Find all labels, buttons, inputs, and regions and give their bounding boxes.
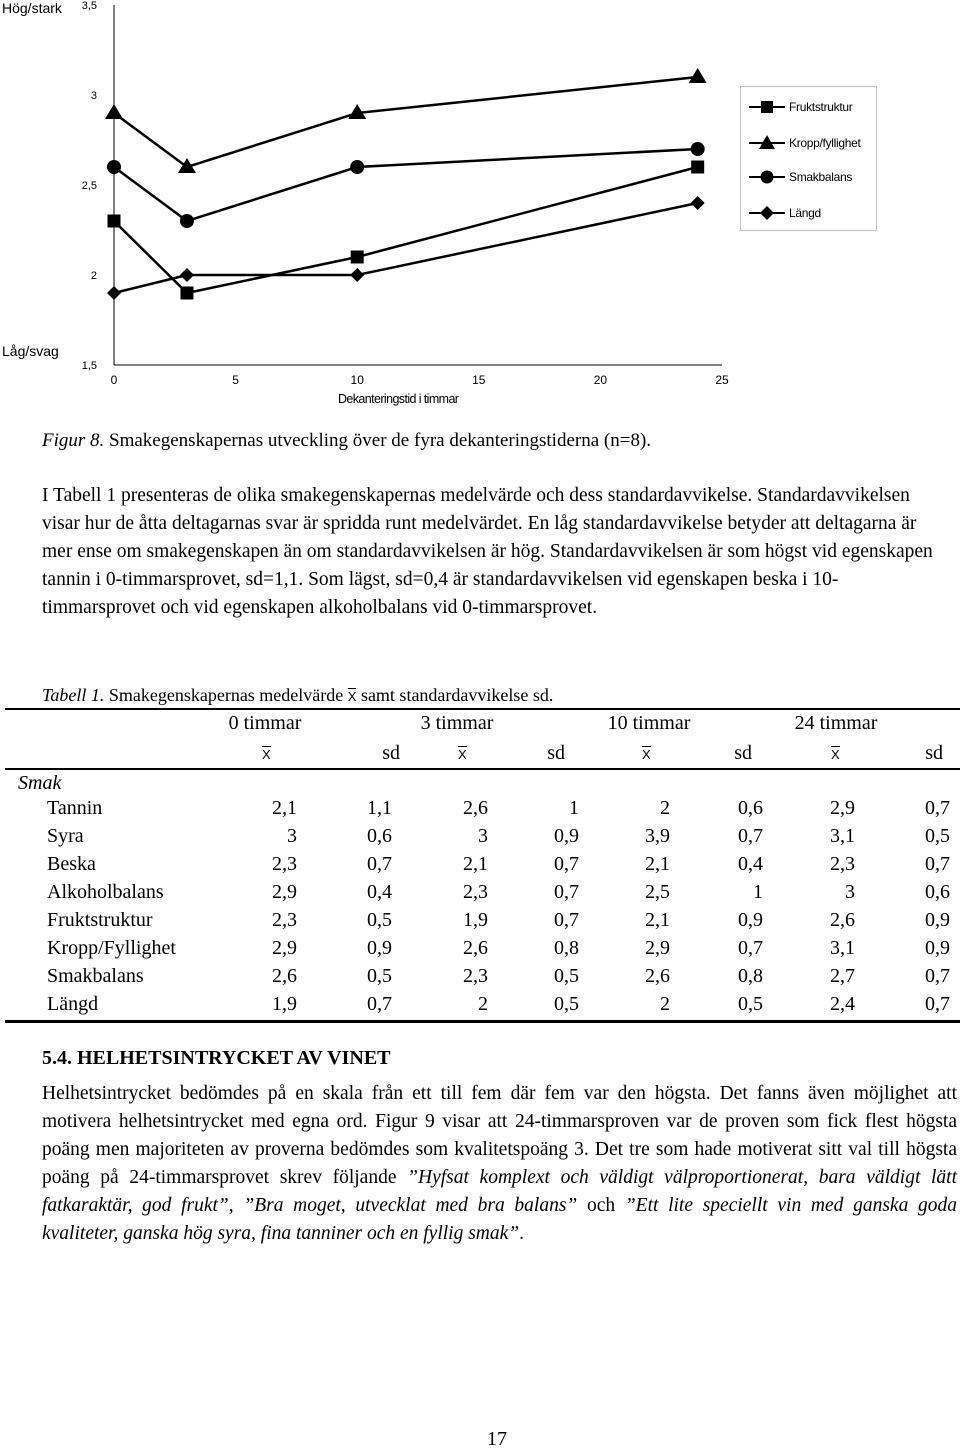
sd-cell: 0,4 (738, 853, 763, 875)
row-label: Tannin (47, 797, 103, 819)
mean-cell: 2,1 (463, 853, 488, 875)
group-header-0h: 0 timmar (228, 712, 302, 734)
sd-cell: 0,7 (925, 965, 950, 987)
table-section-label (18, 772, 61, 795)
row-label: Kropp/Fyllighet (47, 937, 176, 959)
data-point-triangle (689, 68, 707, 83)
sd-cell: 0,9 (738, 909, 763, 931)
x-tick-label: 5 (232, 373, 239, 387)
data-point-circle (691, 142, 705, 156)
mean-cell: 2,6 (463, 797, 488, 819)
table-row (0, 881, 960, 909)
legend-item-smakbalans (747, 167, 875, 187)
group-header-10h: 10 timmar (607, 712, 691, 734)
row-label: Smakbalans (47, 965, 144, 987)
sd-cell: 0,4 (367, 881, 392, 903)
mean-cell: 3 (845, 881, 855, 903)
data-point-circle (107, 160, 121, 174)
mean-symbol: X (831, 747, 840, 762)
y-tick-label: 3 (90, 90, 97, 102)
legend-circle-marker-icon (747, 167, 787, 187)
figure-caption-text: Smakegenskapernas utveckling över de fyra dekanteringstiderna (n=8). (104, 430, 652, 451)
mean-cell: 1,9 (463, 909, 488, 931)
mean-symbol: X (458, 747, 467, 762)
sd-cell: 0,8 (738, 965, 763, 987)
paragraph-end: . (519, 1223, 525, 1244)
table-row (0, 993, 960, 1021)
mean-cell: 2 (478, 993, 488, 1015)
legend-item-fruktstruktur (747, 97, 875, 117)
sd-cell: 0,7 (554, 909, 579, 931)
row-label: Alkoholbalans (47, 881, 164, 903)
sd-cell: 0,7 (925, 853, 950, 875)
sd-cell: 0,5 (554, 965, 579, 987)
sd-header: sd (734, 742, 752, 764)
data-point-square (108, 215, 121, 228)
mean-cell: 2,6 (645, 965, 670, 987)
sd-header: sd (925, 742, 943, 764)
quote-1: ”Hyfsat komplext och väldigt välproportionerat, bara väldigt lätt fatkaraktär, god frukt” (42, 1167, 958, 1216)
mean-cell: 3 (287, 825, 297, 847)
quote-2: ”Bra moget, utvecklat med bra balans” (243, 1195, 578, 1216)
mean-cell: 2,6 (830, 909, 855, 931)
legend-triangle-marker-icon (747, 133, 787, 153)
mean-cell: 2,1 (645, 909, 670, 931)
data-point-circle (180, 214, 194, 228)
table-header-rule (5, 768, 960, 770)
sd-cell: 0,5 (367, 965, 392, 987)
data-point-square (351, 251, 364, 264)
mean-cell: 2,9 (272, 881, 297, 903)
figure-caption-label: Figur 8. (42, 430, 105, 451)
y-tick-label: 2 (90, 270, 97, 282)
separator: och (577, 1195, 625, 1216)
sd-cell: 0,5 (925, 825, 950, 847)
sd-cell: 0,6 (925, 881, 950, 903)
y-tick-label: 2,5 (81, 180, 97, 192)
section-heading: 5.4. HELHETSINTRYCKET AV VINET (42, 1047, 391, 1069)
data-point-diamond (691, 196, 705, 210)
x-tick-label: 10 (350, 373, 364, 387)
mean-cell: 2,6 (463, 937, 488, 959)
mean-cell: 2,1 (272, 797, 297, 819)
table-row (0, 853, 960, 881)
sd-cell: 0,7 (367, 993, 392, 1015)
separator: , (228, 1195, 244, 1216)
figure-caption (42, 430, 651, 452)
y-side-label-top: Hög/stark (2, 0, 62, 16)
mean-cell: 2,3 (463, 881, 488, 903)
mean-cell: 2,4 (830, 993, 855, 1015)
group-header-24h: 24 timmar (794, 712, 878, 734)
legend-label: Kropp/fyllighet (789, 136, 861, 150)
legend-item-langd (747, 203, 875, 223)
legend-label: Fruktstruktur (789, 100, 853, 114)
mean-header (831, 742, 861, 765)
table-row (0, 825, 960, 853)
sd-header: sd (382, 742, 400, 764)
series-line-circle (114, 149, 698, 221)
group-header-3h: 3 timmar (420, 712, 494, 734)
sd-cell: 1,1 (367, 797, 392, 819)
sd-cell: 0,5 (367, 909, 392, 931)
quote-3: ”Ett lite speciellt vin med ganska goda kvaliteter, ganska hög syra, fina tanniner och en fyllig smak” (42, 1195, 958, 1244)
mean-cell: 3,1 (830, 937, 855, 959)
mean-cell: 2,6 (272, 965, 297, 987)
mean-cell: 2,3 (272, 909, 297, 931)
mean-cell: 2 (660, 797, 670, 819)
table-row (0, 937, 960, 965)
sd-cell: 0,7 (554, 853, 579, 875)
table-caption-text-2: samt standardavvikelse sd. (356, 685, 554, 705)
sd-cell: 0,9 (925, 937, 950, 959)
sd-cell: 0,9 (367, 937, 392, 959)
sd-cell: 0,5 (738, 993, 763, 1015)
data-point-circle (350, 160, 364, 174)
mean-header (458, 742, 488, 765)
x-tick-label: 25 (715, 373, 729, 387)
mean-cell: 2,3 (463, 965, 488, 987)
sd-cell: 0,6 (367, 825, 392, 847)
body-paragraph-1: I Tabell 1 presenteras de olika smakegenskapernas medelvärde och dess standardavvikelse. Standardavvikelsen visar hur de åtta deltagarnas svar är spridda runt medelvärdet. En låg standardavvikelse betyder att deltagarna är mer ense om smakegenskapen än om standardavvikelsen är hög. Standardavvikelsen är som högst vid egenskapen tannin i 0-timmarsprovet, sd=1,1. Som lägst, sd=0,4 är standardavvikelsen vid egenskapen beska i 10-timmarsprovet och vid egenskapen alkoholbalans vid 0-timmarsprovet. (42, 485, 933, 618)
sd-cell: 0,7 (925, 993, 950, 1015)
table-bottom-rule (5, 1020, 960, 1023)
mean-cell: 2,1 (645, 853, 670, 875)
mean-cell: 2,3 (830, 853, 855, 875)
sd-header: sd (547, 742, 565, 764)
sd-cell: 0,8 (554, 937, 579, 959)
sd-cell: 0,5 (554, 993, 579, 1015)
table-caption-text: Smakegenskapernas medelvärde (104, 685, 348, 705)
table-row (0, 965, 960, 993)
sd-cell: 0,7 (738, 937, 763, 959)
data-point-diamond (350, 268, 364, 282)
table-subheader (0, 742, 960, 770)
legend-item-kropp-fyllighet (747, 133, 875, 153)
data-point-square (691, 161, 704, 174)
x-axis-title: Dekanteringstid i timmar (338, 392, 459, 406)
mean-symbol: X (262, 747, 271, 762)
sd-cell: 0,7 (554, 881, 579, 903)
sd-cell: 0,9 (925, 909, 950, 931)
x-tick-label: 0 (110, 373, 118, 387)
mean-cell: 2,9 (272, 937, 297, 959)
sd-cell: 0,7 (738, 825, 763, 847)
table-row (0, 797, 960, 825)
sd-cell: 0,6 (738, 797, 763, 819)
mean-cell: 3 (478, 825, 488, 847)
mean-cell: 2,5 (645, 881, 670, 903)
table-caption-label: Tabell 1. (42, 685, 105, 705)
mean-cell: 2,9 (830, 797, 855, 819)
table-group-header (0, 712, 960, 740)
row-label: Fruktstruktur (47, 909, 153, 931)
legend-square-marker-icon (747, 97, 787, 117)
x-tick-label: 20 (593, 373, 608, 387)
x-tick-label: 15 (472, 373, 486, 387)
sd-cell: 0,7 (925, 797, 950, 819)
mean-symbol: X (347, 689, 357, 704)
table-top-rule (5, 708, 960, 710)
data-point-diamond (180, 268, 194, 282)
data-point-triangle (105, 104, 123, 119)
page-number: 17 (487, 1428, 507, 1450)
y-tick-label: 1,5 (81, 360, 97, 372)
mean-cell: 2,3 (272, 853, 297, 875)
data-point-diamond (107, 286, 121, 300)
mean-cell: 2,7 (830, 965, 855, 987)
mean-header (262, 742, 292, 765)
legend-label: Smakbalans (789, 170, 853, 184)
sd-cell: 1 (569, 797, 579, 819)
row-label: Längd (47, 993, 99, 1015)
table-row (0, 909, 960, 937)
mean-cell: 2 (660, 993, 670, 1015)
table-caption (42, 685, 553, 706)
mean-cell: 3,1 (830, 825, 855, 847)
section-label-text: Smak (18, 772, 62, 794)
mean-symbol: X (642, 747, 651, 762)
body-paragraph-2 (42, 1080, 957, 1248)
sd-cell: 1 (753, 881, 763, 903)
mean-cell: 2,9 (645, 937, 670, 959)
mean-header (642, 742, 672, 765)
mean-cell: 1,9 (272, 993, 297, 1015)
row-label: Syra (47, 825, 84, 847)
row-label: Beska (47, 853, 96, 875)
paragraph-text: Helhetsintrycket bedömdes på en skala från ett till fem där fem var den högsta. Det fanns även möjlighet att motivera helhetsintrycket med egna ord. Figur 9 visar att 24-timmarsproven var de proven som fick flest högsta poäng men majoriteten av proverna bedömdes som kvalitetspoäng 3. Det tre som hade motiverat sitt val till högsta poäng på 24-timmarsprovet skrev följande (42, 1083, 957, 1188)
legend-label: Längd (789, 206, 821, 220)
sd-cell: 0,9 (554, 825, 579, 847)
mean-cell: 3,9 (645, 825, 670, 847)
y-side-label-bottom: Låg/svag (2, 343, 59, 359)
data-point-square (180, 287, 193, 300)
chart-legend (740, 86, 877, 231)
y-tick-label: 3,5 (81, 0, 97, 12)
sd-cell: 0,7 (367, 853, 392, 875)
legend-diamond-marker-icon (747, 203, 787, 223)
